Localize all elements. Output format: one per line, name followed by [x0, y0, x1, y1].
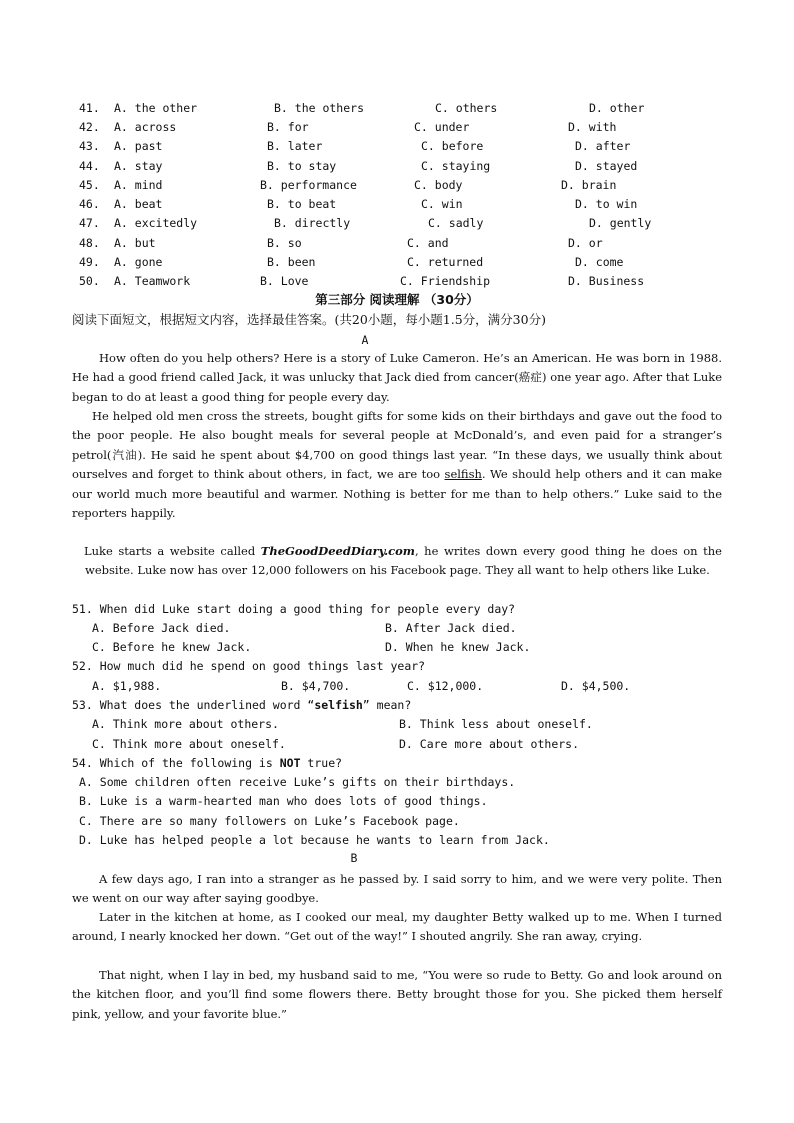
option-c: C. staying [421, 159, 491, 173]
option-a: A. mind [114, 178, 163, 192]
question-51-option-c: C. Before he knew Jack. [92, 640, 252, 654]
passage-a-paragraph-2 [72, 407, 722, 523]
question-number: 45. [79, 178, 100, 192]
question-51-option-d: D. When he knew Jack. [385, 640, 531, 654]
option-c: C. win [421, 197, 463, 211]
passage-a-letter: A [361, 333, 369, 347]
option-a: A. the other [114, 101, 198, 115]
highlighted-word: selfish [314, 698, 363, 712]
question-text: true? [300, 756, 343, 770]
option-a: A. stay [114, 159, 163, 173]
question-number: 42. [79, 120, 100, 134]
question-number: 49. [79, 255, 100, 269]
option-b: B. directly [274, 216, 351, 230]
option-c: C. Friendship [400, 274, 491, 288]
question-number: 48. [79, 236, 100, 250]
question-53-option-b: B. Think less about oneself. [399, 717, 593, 731]
option-c: C. under [414, 120, 470, 134]
option-b: B. performance [260, 178, 357, 192]
question-53-option-a: A. Think more about others. [92, 717, 279, 731]
question-54-option-d: D. Luke has helped people a lot because he wants to learn from Jack. [79, 833, 550, 847]
question-52-option-b: B. $4,700. [281, 679, 351, 693]
option-a: A. Teamwork [114, 274, 191, 288]
question-number: 44. [79, 159, 100, 173]
option-c: C. others [435, 101, 498, 115]
section-instruction: 阅读下面短文，根据短文内容，选择最佳答案。(共20小题，每小题1.5分，满分30分) [72, 312, 546, 327]
underlined-word: selfish [444, 467, 482, 482]
question-52-option-a: A. $1,988. [92, 679, 162, 693]
option-c: C. before [421, 139, 484, 153]
question-number: 50. [79, 274, 100, 288]
question-54-option-a: A. Some children often receive Luke’s gifts on their birthdays. [79, 775, 516, 789]
question-52-option-d: D. $4,500. [561, 679, 631, 693]
question-51-option-b: B. After Jack died. [385, 621, 517, 635]
option-c: C. and [407, 236, 449, 250]
option-c: C. body [414, 178, 463, 192]
option-d: D. or [568, 236, 603, 250]
option-d: D. Business [568, 274, 645, 288]
option-c: C. returned [407, 255, 484, 269]
section-heading: 第三部分 阅读理解 （30分） [315, 292, 479, 307]
question-52-option-c: C. $12,000. [407, 679, 484, 693]
passage-b-paragraph-3: That night, when I lay in bed, my husband said to me, “You were so rude to Betty. Go and look around on the kitchen floor, and you’ll find some flowers there. Betty brought those for you. She picked them herself pink, yellow, and your favorite blue.” [72, 968, 722, 1021]
option-d: D. with [568, 120, 617, 134]
question-51-option-a: A. Before Jack died. [92, 621, 231, 635]
option-c: C. sadly [428, 216, 484, 230]
option-a: A. gone [114, 255, 163, 269]
question-53-option-c: C. Think more about oneself. [92, 737, 286, 751]
option-b: B. for [267, 120, 309, 134]
emphasis-not: NOT [279, 756, 301, 770]
question-54-option-b: B. Luke is a warm-hearted man who does lots of good things. [79, 794, 488, 808]
question-number: 43. [79, 139, 100, 153]
paragraph-text: . We should help others and it can make our world much more beautiful and warmer. Nothing is better for me than to help others.” Luke said to the reporters happily. [72, 467, 723, 521]
question-number: 47. [79, 216, 100, 230]
passage-a-paragraph-1: How often do you help others? Here is a story of Luke Cameron. He’s an American. He was born in 1988. He had a good friend called Jack, it was unlucky that Jack died from cancer(癌症) one year ago. After that Luke began to do at least a good thing for people every day. [72, 351, 722, 404]
option-b: B. Love [260, 274, 309, 288]
option-b: B. later [267, 139, 323, 153]
question-54-stem [72, 754, 342, 773]
question-54-option-c: C. There are so many followers on Luke’s Facebook page. [79, 814, 460, 828]
option-b: B. to beat [267, 197, 337, 211]
question-text: ” mean? [362, 698, 412, 712]
option-a: A. past [114, 139, 163, 153]
option-d: D. gently [589, 216, 652, 230]
website-name: TheGoodDeedDiary.com [260, 544, 415, 558]
option-a: A. but [114, 236, 156, 250]
question-51-stem: 51. When did Luke start doing a good thing for people every day? [72, 602, 516, 616]
option-a: A. beat [114, 197, 163, 211]
option-d: D. after [575, 139, 631, 153]
option-b: B. the others [274, 101, 365, 115]
option-d: D. other [589, 101, 645, 115]
option-b: B. to stay [267, 159, 337, 173]
option-a: A. across [114, 120, 177, 134]
question-text: 53. What does the underlined word “ [72, 698, 315, 712]
passage-a-paragraph-3 [85, 542, 722, 581]
passage-b-letter: B [350, 851, 358, 865]
option-d: D. stayed [575, 159, 638, 173]
option-d: D. brain [561, 178, 617, 192]
question-text: 54. Which of the following is [72, 756, 280, 770]
question-53-option-d: D. Care more about others. [399, 737, 580, 751]
option-d: D. come [575, 255, 624, 269]
question-number: 41. [79, 101, 100, 115]
question-53-stem [72, 696, 411, 715]
question-52-stem: 52. How much did he spend on good things last year? [72, 659, 426, 673]
question-number: 46. [79, 197, 100, 211]
option-a: A. excitedly [114, 216, 198, 230]
passage-b-paragraph-1: A few days ago, I ran into a stranger as he passed by. I said sorry to him, and we were very polite. Then we went on our way after saying goodbye. [72, 872, 722, 906]
passage-b-paragraph-2: Later in the kitchen at home, as I cooked our meal, my daughter Betty walked up to me. When I turned around, I nearly knocked her down. “Get out of the way!” I shouted angrily. She ran away, crying. [72, 910, 722, 944]
option-d: D. to win [575, 197, 638, 211]
paragraph-text: Luke starts a website called [84, 544, 261, 558]
paragraph-text: , he writes down every good thing he does on the website. Luke now has over 12,000 followers on his Facebook page. They all want to help others like Luke. [85, 544, 722, 578]
option-b: B. been [267, 255, 316, 269]
option-b: B. so [267, 236, 302, 250]
paragraph-text: He helped old men cross the streets, bought gifts for some kids on their birthdays and gave out the food to the poor people. He also bought meals for several people at McDonald’s, and even paid for a stranger’s petrol(汽油). He said he spent about $4,700 on good things last year. “In these days, we usually think about ourselves and forget to think about others, in fact, we are too [72, 409, 722, 482]
